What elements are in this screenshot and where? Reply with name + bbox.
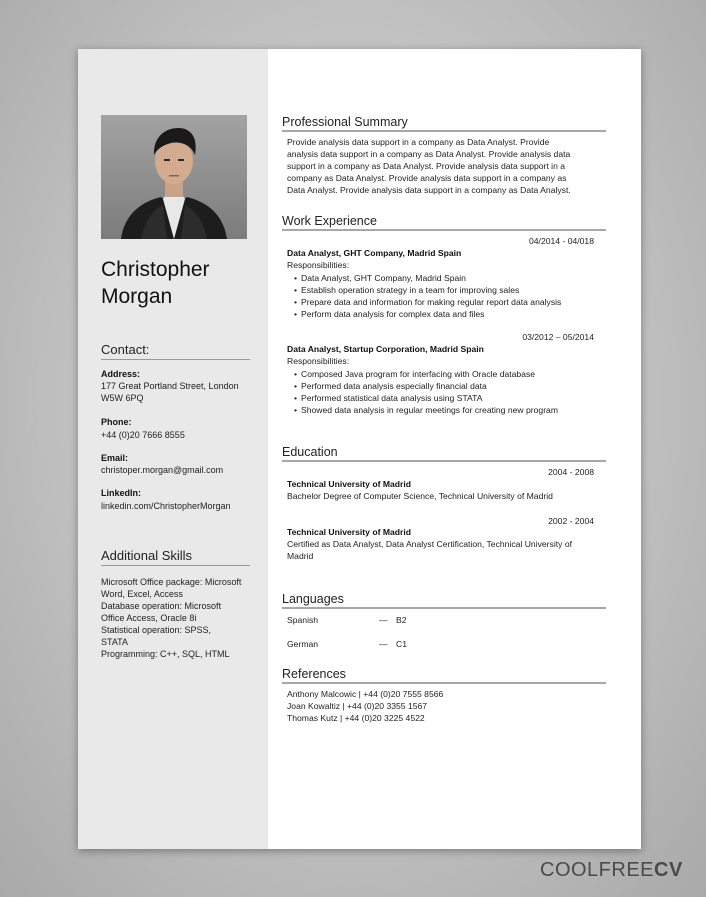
job-bullet: • Performed statistical data analysis using STATA bbox=[294, 392, 558, 404]
responsibilities-label: Responsibilities: bbox=[287, 356, 350, 366]
experience-heading: Work Experience bbox=[282, 214, 606, 231]
references-heading: References bbox=[282, 667, 606, 684]
summary-line: Data Analyst. Provide analysis data support in a company as Data Analyst. bbox=[287, 185, 571, 195]
job-bullet: • Prepare data and information for making regular report data analysis bbox=[294, 296, 561, 308]
education-heading: Education bbox=[282, 445, 606, 462]
language-dash: — bbox=[379, 639, 388, 649]
address-label: Address: bbox=[101, 369, 141, 379]
linkedin-label: LinkedIn: bbox=[101, 488, 141, 498]
education-dates: 2002 - 2004 bbox=[548, 516, 594, 526]
summary-line: support in a company as Data Analyst. Provide analysis data support in a bbox=[287, 161, 566, 171]
job-bullet: • Data Analyst, GHT Company, Madrid Spain bbox=[294, 272, 561, 284]
job-title: Data Analyst, Startup Corporation, Madrid Spain bbox=[287, 344, 484, 354]
language-level: B2 bbox=[396, 615, 407, 625]
first-name: Christopher bbox=[101, 258, 210, 281]
responsibilities-label: Responsibilities: bbox=[287, 260, 350, 270]
job-dates: 04/2014 - 04/018 bbox=[529, 236, 594, 246]
degree-detail: Certified as Data Analyst, Data Analyst Certification, Technical University of bbox=[287, 539, 572, 549]
brand-light: COOLFREE bbox=[540, 859, 655, 881]
phone-value: +44 (0)20 7666 8555 bbox=[101, 430, 185, 440]
skills-line: STATA bbox=[101, 637, 128, 647]
language-name: Spanish bbox=[287, 615, 319, 625]
linkedin-value[interactable]: linkedin.com/ChristopherMorgan bbox=[101, 501, 231, 511]
degree-detail: Bachelor Degree of Computer Science, Technical University of Madrid bbox=[287, 491, 553, 501]
person-portrait-icon bbox=[101, 115, 247, 239]
contact-heading: Contact: bbox=[101, 342, 250, 360]
reference-item: Anthony Malcowic | +44 (0)20 7555 8566 bbox=[287, 689, 444, 699]
email-label: Email: bbox=[101, 453, 129, 463]
job-bullet: • Composed Java program for interfacing with Oracle database bbox=[294, 368, 558, 380]
skills-line: Office Access, Oracle 8i bbox=[101, 613, 197, 623]
profile-photo bbox=[101, 115, 247, 239]
language-name: German bbox=[287, 639, 319, 649]
degree-detail: Madrid bbox=[287, 551, 314, 561]
job-bullets bbox=[294, 272, 561, 320]
skills-line: Word, Excel, Access bbox=[101, 589, 183, 599]
job-bullets bbox=[294, 368, 558, 416]
skills-line: Programming: C++, SQL, HTML bbox=[101, 649, 230, 659]
education-dates: 2004 - 2008 bbox=[548, 467, 594, 477]
summary-heading: Professional Summary bbox=[282, 115, 606, 132]
job-bullet: • Performed data analysis especially financial data bbox=[294, 380, 558, 392]
candidate-name bbox=[101, 256, 210, 310]
brand-logo bbox=[540, 859, 683, 882]
sidebar bbox=[78, 49, 268, 849]
address-line2: W5W 6PQ bbox=[101, 393, 144, 403]
skills-line: Database operation: Microsoft bbox=[101, 601, 222, 611]
summary-line: company as Data Analyst. Provide analysis data support in a company as bbox=[287, 173, 567, 183]
address-value bbox=[101, 380, 261, 404]
last-name: Morgan bbox=[101, 285, 173, 308]
reference-item: Thomas Kutz | +44 (0)20 3225 4522 bbox=[287, 713, 425, 723]
summary-line: analysis data support in a company as Data Analyst. Provide analysis data bbox=[287, 149, 571, 159]
language-level: C1 bbox=[396, 639, 407, 649]
summary-line: Provide analysis data support in a company as Data Analyst. Provide bbox=[287, 137, 550, 147]
reference-item: Joan Kowaltiz | +44 (0)20 3355 1567 bbox=[287, 701, 428, 711]
brand-bold: CV bbox=[654, 859, 683, 881]
job-title: Data Analyst, GHT Company, Madrid Spain bbox=[287, 248, 462, 258]
address-line1: 177 Great Portland Street, London bbox=[101, 381, 239, 391]
language-dash: — bbox=[379, 615, 388, 625]
skills-heading: Additional Skills bbox=[101, 548, 250, 566]
resume-page bbox=[78, 49, 641, 849]
languages-heading: Languages bbox=[282, 592, 606, 609]
skills-line: Statistical operation: SPSS, bbox=[101, 625, 212, 635]
school-name: Technical University of Madrid bbox=[287, 479, 412, 489]
school-name: Technical University of Madrid bbox=[287, 527, 412, 537]
job-dates: 03/2012 – 05/2014 bbox=[522, 332, 594, 342]
skills-list bbox=[101, 576, 256, 660]
job-bullet: • Establish operation strategy in a team for improving sales bbox=[294, 284, 561, 296]
summary-text bbox=[287, 136, 602, 196]
skills-line: Microsoft Office package: Microsoft bbox=[101, 577, 242, 587]
phone-label: Phone: bbox=[101, 417, 132, 427]
job-bullet: • Perform data analysis for complex data and files bbox=[294, 308, 561, 320]
email-value[interactable]: christoper.morgan@gmail.com bbox=[101, 465, 224, 475]
job-bullet: • Showed data analysis in regular meetings for creating new program bbox=[294, 404, 558, 416]
